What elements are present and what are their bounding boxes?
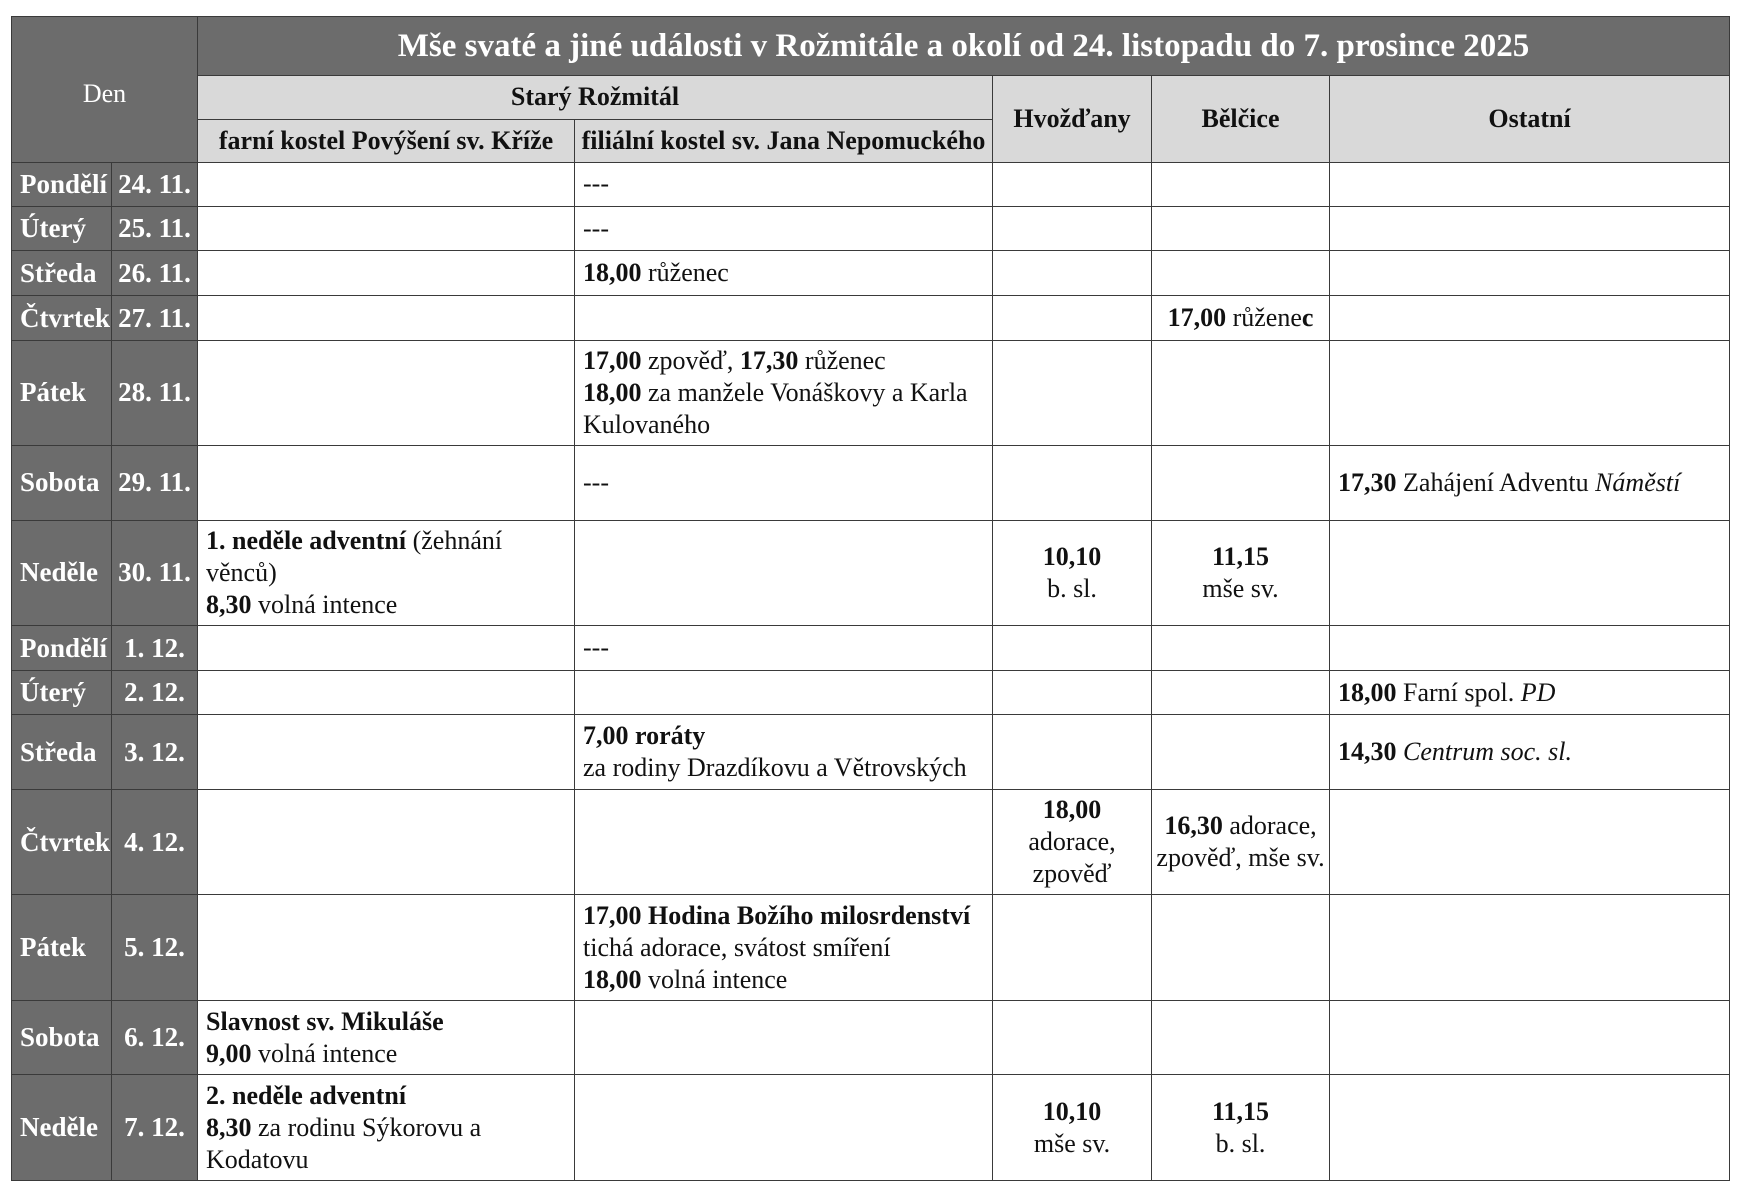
table-row: [12, 296, 1730, 340]
cell-hvozdany: [993, 340, 1152, 446]
row-date: 2. 12.: [112, 671, 198, 715]
entry-title: Slavnost sv. Mikuláše: [206, 1006, 444, 1036]
header-stary-rozmital: Starý Rožmitál: [198, 76, 993, 119]
header-belcice: Bělčice: [1152, 76, 1330, 162]
cell-ostatni: [1330, 340, 1730, 446]
cell-belcice: [1152, 895, 1330, 1001]
cell-belcice: [1152, 1075, 1330, 1181]
cell-ostatni: [1330, 162, 1730, 206]
row-day: Sobota: [12, 446, 112, 520]
table-row: [12, 162, 1730, 206]
cell-ostatni: [1330, 520, 1730, 626]
cell-filialni: [575, 1075, 993, 1181]
cell-farni: [198, 206, 575, 250]
entry-time: 17,30: [739, 345, 799, 375]
row-day: Čtvrtek: [12, 296, 112, 340]
row-day: Pondělí: [12, 162, 112, 206]
cell-filialni: [575, 626, 993, 671]
entry-time: 10,10: [1042, 1096, 1102, 1126]
row-day: Úterý: [12, 206, 112, 250]
entry-time: 18,00: [1042, 795, 1102, 825]
entry-time: 10,10: [1042, 541, 1102, 571]
entry-time: 11,15: [1211, 541, 1270, 571]
cell-ostatni: [1330, 715, 1730, 789]
entry-title: 2. neděle adventní: [206, 1080, 407, 1110]
cell-ostatni: [1330, 251, 1730, 296]
row-day: Sobota: [12, 1000, 112, 1074]
entry-time: 18,00: [583, 377, 642, 407]
cell-ostatni: [1330, 1000, 1730, 1074]
row-date: 6. 12.: [112, 1000, 198, 1074]
table-row: [12, 251, 1730, 296]
entry-text: Farní spol.: [1396, 677, 1521, 707]
cell-farni: [198, 895, 575, 1001]
cell-belcice: [1152, 251, 1330, 296]
table-row: [12, 446, 1730, 520]
cell-hvozdany: [993, 251, 1152, 296]
entry-time: 17,00: [1167, 303, 1227, 332]
entry-text: růžene: [1226, 303, 1302, 332]
row-date: 25. 11.: [112, 206, 198, 250]
row-day: Úterý: [12, 671, 112, 715]
table-row: [12, 520, 1730, 626]
cell-farni: [198, 1000, 575, 1074]
entry-time: 18,00: [583, 964, 642, 994]
cell-hvozdany: [993, 206, 1152, 250]
header-hvozdany: Hvožďany: [993, 76, 1152, 162]
cell-farni: [198, 789, 575, 895]
row-date: 5. 12.: [112, 895, 198, 1001]
cell-hvozdany: [993, 162, 1152, 206]
row-day: Středa: [12, 715, 112, 789]
cell-farni: [198, 1075, 575, 1181]
entry-time: 17,30: [1338, 467, 1397, 497]
entry-time: 11,15: [1211, 1096, 1270, 1126]
entry-text: (žehnání věnců): [206, 525, 503, 587]
row-date: 27. 11.: [112, 296, 198, 340]
cell-filialni: [575, 671, 993, 715]
row-day: Středa: [12, 251, 112, 296]
row-date: 7. 12.: [112, 1075, 198, 1181]
entry-text: adorace,: [1028, 827, 1116, 857]
cell-filialni: [575, 251, 993, 296]
cell-ostatni: [1330, 296, 1730, 340]
row-day: Čtvrtek: [12, 789, 112, 895]
table-row: [12, 715, 1730, 789]
row-day: Neděle: [12, 520, 112, 626]
entry-text: Zahájení Adventu: [1396, 467, 1596, 497]
cell-farni: [198, 520, 575, 626]
cell-farni: [198, 446, 575, 520]
header-filialni: filiální kostel sv. Jana Nepomuckého: [575, 119, 993, 162]
cell-hvozdany: [993, 1000, 1152, 1074]
cell-farni: [198, 626, 575, 671]
entry-time: 8,30: [206, 1112, 252, 1142]
row-date: 1. 12.: [112, 626, 198, 671]
entry-text: za rodiny Drazdíkovu a Větrovských: [583, 753, 967, 783]
cell-belcice: [1152, 446, 1330, 520]
entry-time: 14,30: [1338, 737, 1397, 767]
cell-filialni: [575, 715, 993, 789]
entry-text: mše sv.: [1033, 1128, 1111, 1158]
entry-time: 9,00: [206, 1038, 252, 1068]
row-date: 26. 11.: [112, 251, 198, 296]
entry-place: PD: [1520, 677, 1556, 707]
cell-farni: [198, 162, 575, 206]
row-date: 3. 12.: [112, 715, 198, 789]
table-row: [12, 340, 1730, 446]
cell-ostatni: [1330, 671, 1730, 715]
cell-filialni: [575, 895, 993, 1001]
entry-text: volná intence: [641, 964, 788, 994]
cell-ostatni: [1330, 206, 1730, 250]
row-day: Pátek: [12, 340, 112, 446]
table-row: [12, 206, 1730, 250]
cell-ostatni: [1330, 446, 1730, 520]
cell-ostatni: [1330, 626, 1730, 671]
page-title: Mše svaté a jiné události v Rožmitále a okolí od 24. listopadu do 7. prosince 2025: [198, 17, 1730, 76]
table-row: [12, 626, 1730, 671]
entry-time: 18,00: [583, 258, 642, 288]
entry-text: tichá adorace, svátost smíření: [583, 932, 891, 962]
entry-text: ---: [583, 467, 609, 497]
entry-title: 7,00 roráty: [583, 721, 706, 751]
entry-title: 17,00 Hodina Božího milosrdenství: [583, 900, 971, 930]
table-row: [12, 671, 1730, 715]
entry-text-end: c: [1301, 303, 1314, 332]
entry-text: za rodinu Sýkorovu a Kodatovu: [206, 1112, 482, 1174]
schedule-table: [11, 16, 1730, 1181]
entry-text: růženec: [641, 258, 729, 288]
cell-hvozdany: [993, 446, 1152, 520]
table-row: [12, 1000, 1730, 1074]
cell-filialni: [575, 296, 993, 340]
cell-hvozdany: [993, 789, 1152, 895]
cell-belcice: [1152, 626, 1330, 671]
cell-belcice: [1152, 715, 1330, 789]
cell-hvozdany: [993, 671, 1152, 715]
table-row: [12, 1075, 1730, 1181]
cell-belcice: [1152, 296, 1330, 340]
entry-time: 18,00: [1338, 677, 1397, 707]
cell-belcice: [1152, 1000, 1330, 1074]
entry-text: za manžele Vonáškovy a Karla Kulovaného: [583, 377, 968, 439]
table-row: [12, 789, 1730, 895]
row-date: 28. 11.: [112, 340, 198, 446]
cell-farni: [198, 715, 575, 789]
cell-filialni: [575, 446, 993, 520]
row-date: 30. 11.: [112, 520, 198, 626]
cell-belcice: [1152, 671, 1330, 715]
cell-ostatni: [1330, 789, 1730, 895]
cell-filialni: [575, 162, 993, 206]
cell-farni: [198, 251, 575, 296]
entry-text: b. sl.: [1215, 1128, 1266, 1158]
table-row: [12, 895, 1730, 1001]
cell-hvozdany: [993, 895, 1152, 1001]
cell-hvozdany: [993, 296, 1152, 340]
header-ostatni: Ostatní: [1330, 76, 1730, 162]
entry-text: volná intence: [251, 1038, 398, 1068]
entry-text: volná intence: [251, 589, 398, 619]
cell-belcice: [1152, 789, 1330, 895]
entry-text: zpověď: [1032, 859, 1112, 889]
entry-time: 16,30: [1164, 811, 1223, 841]
row-day: Pondělí: [12, 626, 112, 671]
entry-text: ---: [583, 213, 609, 243]
header-farni: farní kostel Povýšení sv. Kříže: [198, 119, 575, 162]
row-date: 29. 11.: [112, 446, 198, 520]
cell-filialni: [575, 340, 993, 446]
row-date: 24. 11.: [112, 162, 198, 206]
entry-place: Centrum soc. sl.: [1403, 737, 1573, 767]
row-day: Neděle: [12, 1075, 112, 1181]
entry-text: zpověď,: [641, 345, 740, 375]
entry-text: adorace,: [1222, 811, 1317, 841]
cell-ostatni: [1330, 1075, 1730, 1181]
entry-title: 1. neděle adventní: [206, 525, 407, 555]
entry-text: ---: [583, 633, 609, 663]
entry-text: b. sl.: [1047, 573, 1097, 603]
cell-hvozdany: [993, 715, 1152, 789]
cell-farni: [198, 671, 575, 715]
cell-filialni: [575, 520, 993, 626]
cell-hvozdany: [993, 520, 1152, 626]
cell-belcice: [1152, 340, 1330, 446]
schedule-wrapper: [11, 16, 1729, 1181]
entry-text: ---: [583, 169, 609, 199]
row-date: 4. 12.: [112, 789, 198, 895]
row-day: Pátek: [12, 895, 112, 1001]
cell-filialni: [575, 1000, 993, 1074]
cell-ostatni: [1330, 895, 1730, 1001]
cell-farni: [198, 340, 575, 446]
entry-time: 8,30: [206, 589, 252, 619]
cell-filialni: [575, 206, 993, 250]
cell-belcice: [1152, 162, 1330, 206]
entry-text: mše sv.: [1202, 573, 1279, 603]
entry-place: Náměstí: [1595, 467, 1681, 497]
entry-time: 17,00: [583, 345, 642, 375]
cell-filialni: [575, 789, 993, 895]
cell-farni: [198, 296, 575, 340]
header-den: Den: [12, 17, 198, 163]
entry-text: zpověď, mše sv.: [1156, 843, 1325, 873]
cell-belcice: [1152, 520, 1330, 626]
cell-hvozdany: [993, 626, 1152, 671]
entry-text: růženec: [798, 345, 886, 375]
cell-belcice: [1152, 206, 1330, 250]
cell-hvozdany: [993, 1075, 1152, 1181]
